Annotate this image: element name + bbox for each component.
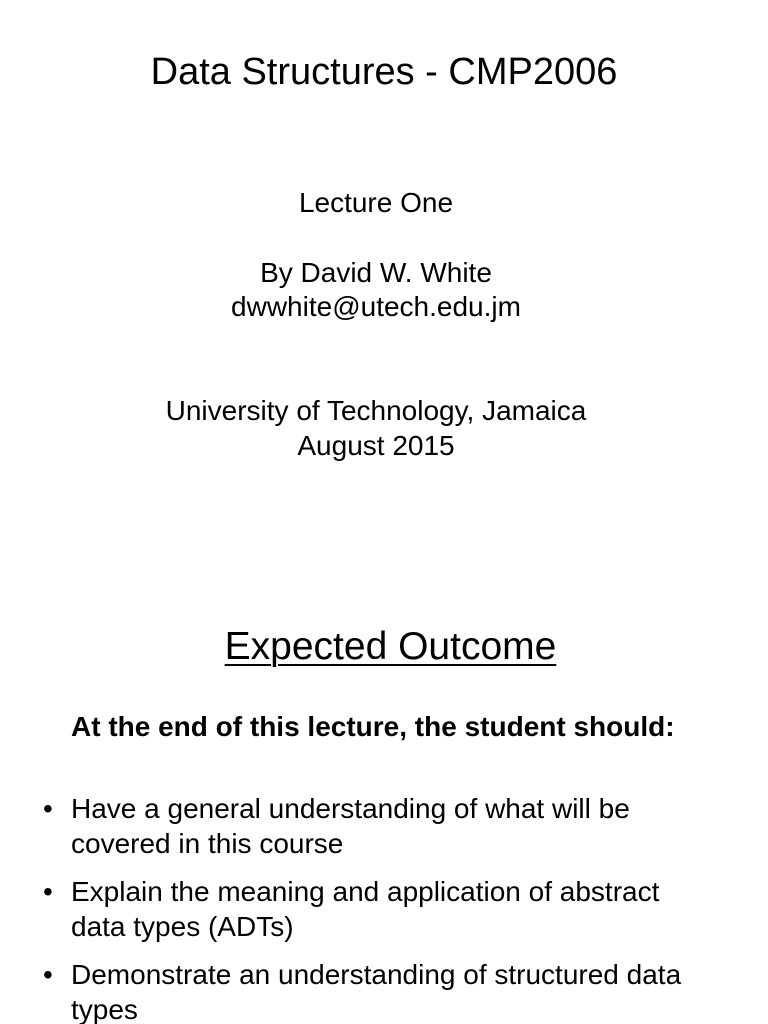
author-email: dwwhite@utech.edu.jm	[231, 291, 521, 322]
list-item-text: Have a general understanding of what will be covered in this course	[71, 793, 630, 859]
bullet-icon: •	[43, 793, 53, 824]
list-item	[0, 957, 711, 1024]
date-line: August 2015	[297, 430, 455, 461]
list-item	[0, 874, 711, 944]
lecture-label: Lecture One	[298, 187, 454, 218]
outcome-heading: Expected Outcome	[224, 625, 557, 668]
list-item-text: Explain the meaning and application of abstract data types (ADTs)	[71, 876, 660, 942]
bullet-icon: •	[43, 876, 53, 907]
outcome-lead: At the end of this lecture, the student should:	[71, 711, 675, 742]
list-item	[0, 791, 711, 861]
list-item-text: Demonstrate an understanding of structured data types	[71, 959, 682, 1024]
institution-line: University of Technology, Jamaica	[165, 395, 587, 426]
outcome-list	[0, 791, 768, 1024]
bullet-icon: •	[43, 959, 53, 990]
course-title: Data Structures - CMP2006	[150, 51, 618, 93]
author-line: By David W. White	[260, 257, 492, 288]
